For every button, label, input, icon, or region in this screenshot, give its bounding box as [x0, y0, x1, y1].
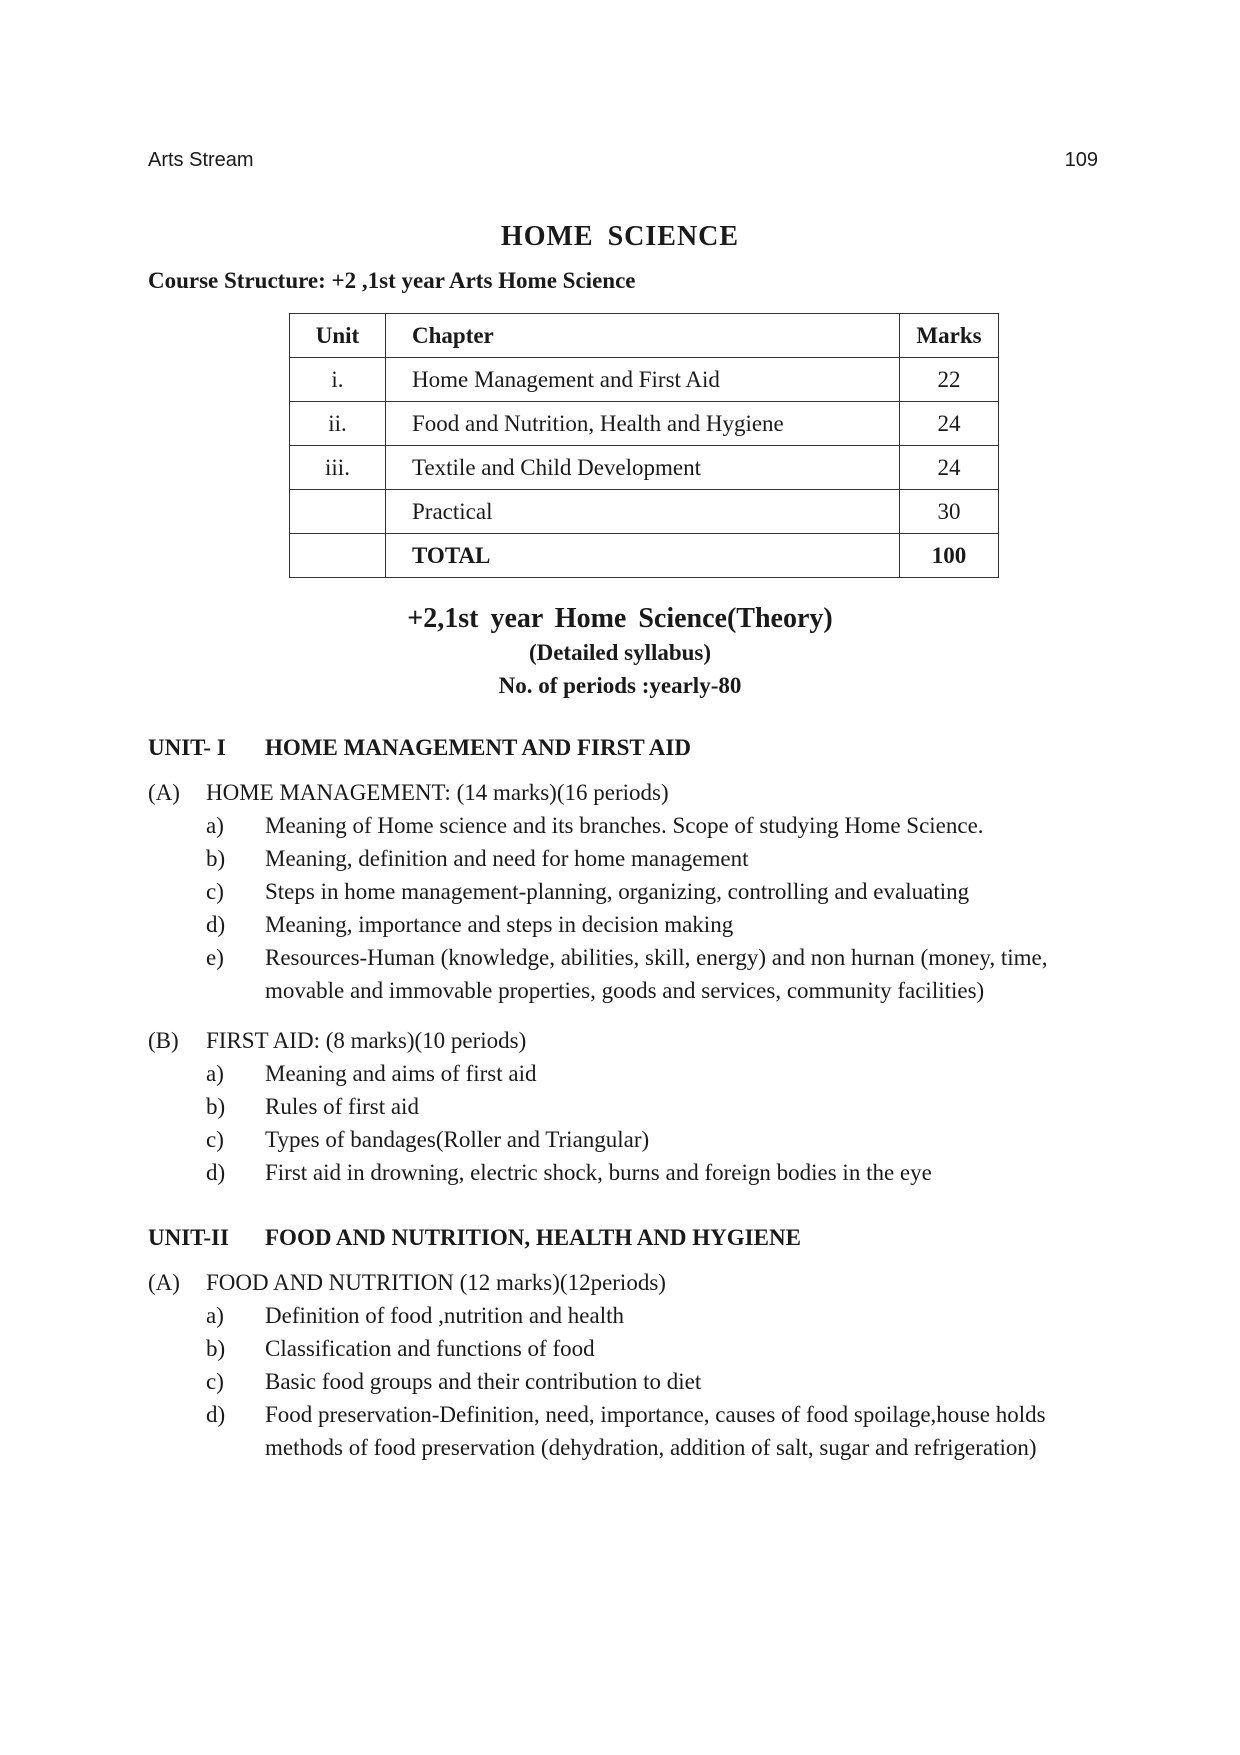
- list-item: [148, 1332, 1098, 1365]
- item-label: b): [206, 846, 226, 871]
- cell-chapter: Practical: [386, 490, 900, 534]
- syllabus-periods: No. of periods :yearly-80: [498, 673, 742, 698]
- item-text: Steps in home management-planning, organizing, controlling and evaluating: [265, 879, 970, 904]
- list-item: [148, 908, 1098, 941]
- item-text: Meaning, definition and need for home management: [265, 846, 749, 871]
- cell-unit: i.: [290, 358, 386, 402]
- section-title: FOOD AND NUTRITION (12 marks)(12periods): [206, 1270, 666, 1295]
- list-item: [148, 1123, 1098, 1156]
- cell-unit-empty: [290, 534, 386, 578]
- item-text: Basic food groups and their contribution to diet: [265, 1369, 702, 1394]
- cell-chapter: Food and Nutrition, Health and Hygiene: [386, 402, 900, 446]
- cell-total-label: TOTAL: [386, 534, 900, 578]
- item-label: d): [206, 1160, 226, 1185]
- list-item: [148, 875, 1098, 908]
- cell-unit: [290, 490, 386, 534]
- list-item: [148, 1299, 1098, 1332]
- item-text: Resources-Human (knowledge, abilities, skill, energy) and non hurnan (money, time, movable and immovable properties, goods and services, community facilities): [265, 945, 1048, 1003]
- section: [148, 777, 1098, 1007]
- section: [148, 1267, 1098, 1464]
- item-label: a): [206, 813, 224, 838]
- cell-chapter: Textile and Child Development: [386, 446, 900, 490]
- item-label: b): [206, 1094, 226, 1119]
- unit-title: FOOD AND NUTRITION, HEALTH AND HYGIENE: [265, 1225, 801, 1250]
- page-number: 109: [1064, 149, 1098, 171]
- list-item: [148, 1365, 1098, 1398]
- list-item: [148, 1156, 1098, 1189]
- section-letter: (A): [148, 1270, 180, 1295]
- unit-heading: [148, 735, 691, 761]
- table-row: [290, 358, 999, 402]
- list-item: [148, 1090, 1098, 1123]
- cell-unit: ii.: [290, 402, 386, 446]
- item-text: Definition of food ,nutrition and health: [265, 1303, 624, 1328]
- cell-marks: 22: [900, 358, 999, 402]
- section: [148, 1025, 1098, 1189]
- section-heading: [148, 1267, 1098, 1299]
- list-item: [148, 842, 1098, 875]
- item-text: First aid in drowning, electric shock, burns and foreign bodies in the eye: [265, 1160, 932, 1185]
- table-row: [290, 402, 999, 446]
- cell-chapter: Home Management and First Aid: [386, 358, 900, 402]
- running-header-stream: Arts Stream: [148, 149, 254, 171]
- cell-unit: iii.: [290, 446, 386, 490]
- item-label: c): [206, 1127, 224, 1152]
- item-label: d): [206, 1402, 226, 1427]
- column-header-unit: Unit: [290, 314, 386, 358]
- table-header-row: [290, 314, 999, 358]
- syllabus-title: +2,1st year Home Science(Theory): [407, 603, 833, 634]
- item-text: Rules of first aid: [265, 1094, 419, 1119]
- item-label: e): [206, 945, 224, 970]
- list-item: [148, 1398, 1098, 1464]
- item-label: b): [206, 1336, 226, 1361]
- item-text: Food preservation-Definition, need, importance, causes of food spoilage,house holds methods of food preservation (dehydration, addition of salt, sugar and refrigeration): [265, 1402, 1046, 1460]
- page-title: HOME SCIENCE: [500, 221, 740, 252]
- section-letter: (B): [148, 1028, 179, 1053]
- item-label: a): [206, 1303, 224, 1328]
- table-row: [290, 490, 999, 534]
- unit-label: UNIT- I: [148, 735, 226, 760]
- column-header-chapter: Chapter: [386, 314, 900, 358]
- cell-marks: 24: [900, 446, 999, 490]
- course-structure-heading: Course Structure: +2 ,1st year Arts Home Science: [148, 268, 636, 293]
- item-label: d): [206, 912, 226, 937]
- section-letter: (A): [148, 780, 180, 805]
- cell-marks: 24: [900, 402, 999, 446]
- table-total-row: [290, 534, 999, 578]
- section-heading: [148, 1025, 1098, 1057]
- column-header-marks: Marks: [900, 314, 999, 358]
- list-item: [148, 809, 1098, 842]
- cell-marks: 30: [900, 490, 999, 534]
- item-text: Classification and functions of food: [265, 1336, 595, 1361]
- syllabus-subtitle: (Detailed syllabus): [528, 640, 712, 665]
- list-item: [148, 941, 1098, 1007]
- item-text: Types of bandages(Roller and Triangular): [265, 1127, 650, 1152]
- item-label: c): [206, 1369, 224, 1394]
- item-text: Meaning of Home science and its branches. Scope of studying Home Science.: [265, 813, 984, 838]
- unit-heading: [148, 1225, 801, 1251]
- marks-table: [289, 313, 999, 578]
- item-label: a): [206, 1061, 224, 1086]
- item-text: Meaning, importance and steps in decision making: [265, 912, 734, 937]
- unit-title: HOME MANAGEMENT AND FIRST AID: [265, 735, 691, 760]
- section-title: HOME MANAGEMENT: (14 marks)(16 periods): [206, 780, 669, 805]
- list-item: [148, 1057, 1098, 1090]
- unit-label: UNIT-II: [148, 1225, 229, 1250]
- section-heading: [148, 777, 1098, 809]
- section-title: FIRST AID: (8 marks)(10 periods): [206, 1028, 527, 1053]
- table-row: [290, 446, 999, 490]
- cell-total-marks: 100: [900, 534, 999, 578]
- item-label: c): [206, 879, 224, 904]
- item-text: Meaning and aims of first aid: [265, 1061, 537, 1086]
